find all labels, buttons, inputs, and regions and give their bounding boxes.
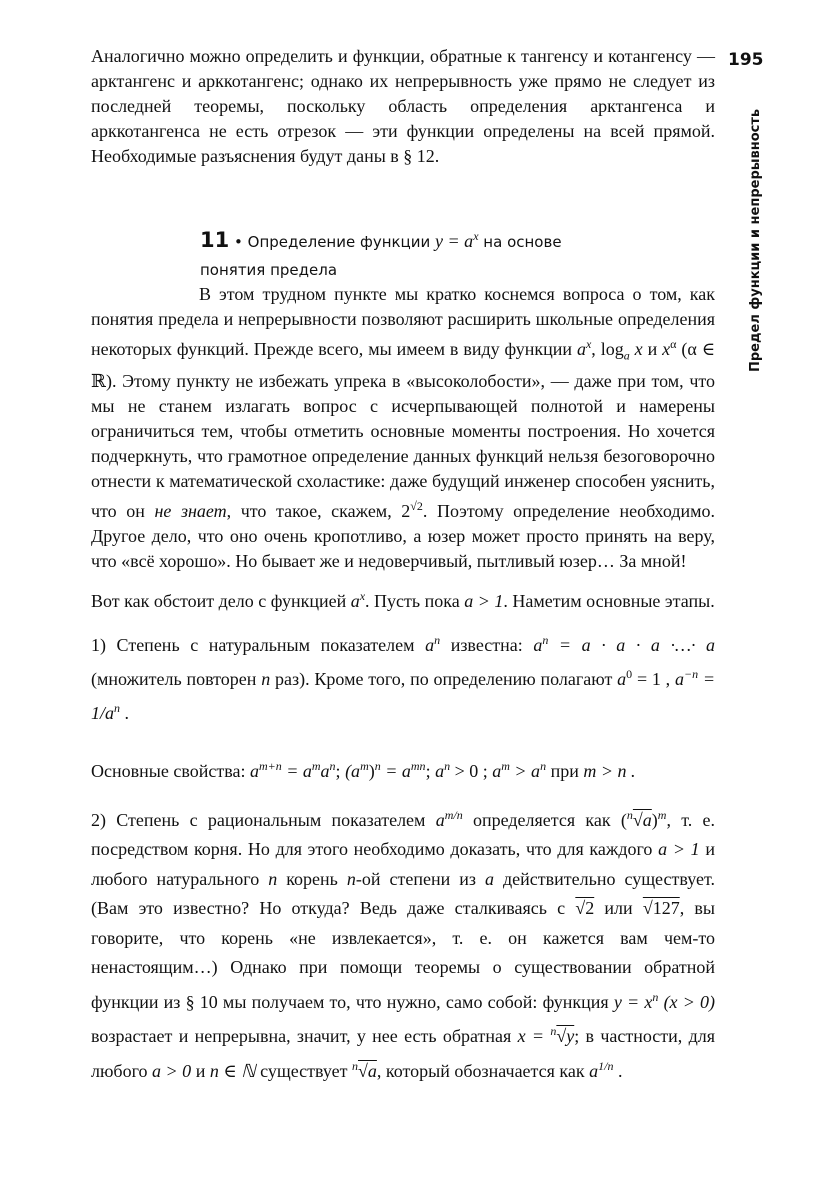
section-formula: $y = a^x$	[435, 229, 479, 251]
section-title-b: на основе	[483, 233, 562, 251]
section-title-a: Определение функции	[247, 233, 431, 251]
paragraph-1: В этом трудном пункте мы кратко коснемся вопроса о том, как понятия предела и непрерывности позволяют расширить школьные определения некоторых функций. Прежде всего, мы имеем в виду функции $a^x$, $\log_a x$ и $x^\alpha$ (α ∈ ℝ). Этому пункту не избежать упрека в «высоколобости», — даже при том, что мы не станем излагать вопрос с исчерпывающей полнотой и намерены ограничиться тем, чтобы отметить основные моменты построения. Но хочется подчеркнуть, что грамотное определение данных функций нельзя безоговорочно отнести к математической схоластике: даже будущий инженер способен уяснить, что он не знает, что такое, скажем, $2^{√2}$. Поэтому определение необходимо. Другое дело, что оно очень кропотливо, а юзер может просто принять на веру, что «всё хорошо». Но бывает же и недоверчивый, пытливый юзер… За мной!	[91, 284, 716, 571]
paragraph-3: 1) Степень с натуральным показателем $a^n$ известна: $a^n = a \cdot a \cdot a$ ·…· a (множитель повторен n раз). Кроме того, по определению полагают $a^0 = 1$ , $a^{-n} = 1/a^n$ .	[91, 632, 716, 723]
section-bullet: •	[234, 233, 243, 251]
body-paragraphs	[91, 282, 715, 1086]
paragraph-5: 2) Степень с рациональным показателем $a^{m/n}$ определяется как $(^n√a)^m$, т. е. посредством корня. Но для этого необходимо доказать, что для каждого a > 1 и любого натурального n корень n-ой степени из a действительно существует. (Вам это известно? Но откуда? Ведь даже сталкиваясь с √2 или √127, вы говорите, что корень «не извлекается», т. е. он кажется вам чем-то ненастоящим…) Однако при помощи теоремы о существовании обратной функции из § 10 мы получаем то, что нужно, само собой: функция $y = x^n$ (x > 0) возрастает и непрерывна, значит, у нее есть обратная x = $^n$√y; в частности, для любого a > 0 и n ∈ ℕ существует $^n$√a, который обозначается как $a^{1/n}$ .	[91, 807, 716, 1081]
section-heading	[200, 222, 700, 284]
section-title-c: понятия предела	[200, 261, 338, 279]
page-number: 195	[728, 50, 764, 70]
paragraph-2: Вот как обстоит дело с функцией $a^x$. Пусть пока a > 1. Наметим основные этапы.	[91, 588, 715, 611]
running-head: Предел функции и непрерывность	[748, 108, 763, 372]
section-number: 11	[200, 228, 230, 252]
intro-paragraph	[91, 44, 715, 169]
paragraph-4: Основные свойства: $a^{m+n} = a^ma^n$; $(a^m)^n = a^{mn}$; $a^n > 0$ ; $a^m > a^n$ при m > n .	[91, 758, 636, 781]
intro-text: Аналогично можно определить и функции, обратные к тангенсу и котангенсу — арктангенс и арккотангенс; однако их непрерывность уже прямо не следует из последней теоремы, поскольку область определения арктангенса и арккотангенса не есть отрезок — эти функции определены на всей прямой. Необходимые разъяснения будут даны в § 12.	[91, 46, 715, 166]
